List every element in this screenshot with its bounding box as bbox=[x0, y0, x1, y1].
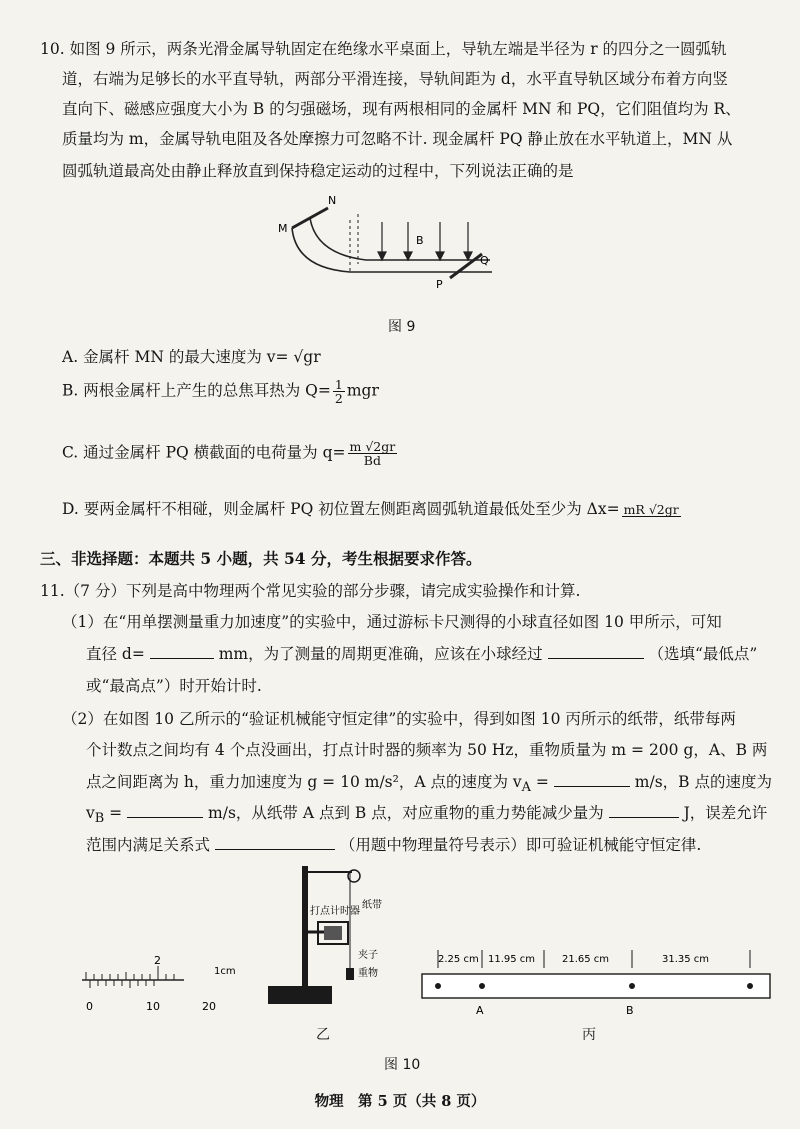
label-clip: 夹子 bbox=[358, 950, 378, 961]
text-vb-prompt: m/s，B 点的速度为 bbox=[634, 773, 772, 791]
q11-header: 11.（7 分）下列是高中物理两个常见实验的部分步骤，请完成实验操作和计算. bbox=[40, 582, 581, 600]
figure-10-apparatus-caption: 乙 bbox=[316, 1027, 330, 1043]
tape-point-b: B bbox=[626, 1004, 634, 1017]
q10-option-c-text: C. 通过金属杆 PQ 横截面的电荷量为 q= bbox=[62, 443, 346, 462]
q11-part2-line-5 bbox=[86, 834, 701, 856]
q10-option-d bbox=[62, 498, 683, 520]
q10-option-b bbox=[62, 378, 379, 405]
q11-part1-line-3: 或“最高点”）时开始计时. bbox=[86, 677, 262, 695]
q11-part1-line-2 bbox=[86, 643, 757, 665]
text-choice-hint: （选填“最低点” bbox=[648, 645, 758, 663]
tape-distance-2: 11.95 cm bbox=[488, 954, 536, 965]
answer-blank-diameter[interactable] bbox=[150, 644, 214, 659]
q10-line-2: 道，右端为足够长的水平直导轨，两部分平滑连接，导轨间距为 d，水平直导轨区域分布着方向竖 bbox=[62, 70, 728, 88]
figure-9-rail-diagram bbox=[270, 190, 500, 295]
subscript-a: A bbox=[521, 780, 531, 796]
q11-part2-line-4 bbox=[86, 802, 767, 830]
caliper-tick-0: 0 bbox=[86, 1000, 93, 1013]
q11-part2-line-3 bbox=[86, 771, 772, 799]
figure-10-caption: 图 10 bbox=[384, 1057, 421, 1073]
q11-part2-line-2: 个计数点之间均有 4 个点没画出，打点计时器的频率为 50 Hz，重物质量为 m = 200 g，A、B 两 bbox=[86, 741, 768, 759]
tape-point-a: A bbox=[476, 1004, 484, 1017]
text-diameter: 直径 d= bbox=[86, 645, 145, 663]
label-B: B bbox=[416, 234, 424, 247]
q10-option-b-fraction bbox=[333, 378, 345, 405]
label-tape: 纸带 bbox=[362, 900, 382, 911]
text-relation-prompt: 范围内满足关系式 bbox=[86, 836, 211, 854]
caliper-unit-label: 1cm bbox=[214, 966, 236, 977]
caliper-tick-20: 20 bbox=[202, 1000, 216, 1013]
section-3-heading: 三、非选择题：本题共 5 小题，共 54 分，考生根据要求作答。 bbox=[40, 549, 482, 568]
figure-10-paper-tape bbox=[418, 940, 776, 1018]
text-va-prompt: 点之间距离为 h，重力加速度为 g = 10 m/s²，A 点的速度为 v bbox=[86, 773, 522, 791]
tape-distance-3: 21.65 cm bbox=[562, 954, 610, 965]
q11-part1-line-1: （1）在“用单摆测量重力加速度”的实验中，通过游标卡尺测得的小球直径如图 10 甲所示，可知 bbox=[62, 613, 722, 631]
fraction-numerator: 1 bbox=[334, 377, 343, 392]
text-potential-energy-prompt: m/s，从纸带 A 点到 B 点，对应重物的重力势能减少量为 bbox=[208, 804, 604, 822]
tape-distance-1: 2.25 cm bbox=[438, 954, 479, 965]
tape-distance-4: 31.35 cm bbox=[662, 954, 710, 965]
q10-option-d-fraction bbox=[622, 503, 681, 517]
label-M: M bbox=[278, 222, 288, 235]
q10-option-c bbox=[62, 440, 399, 467]
text-period-prompt: mm，为了测量的周期更准确，应该在小球经过 bbox=[218, 645, 543, 663]
label-Q: Q bbox=[480, 254, 489, 267]
label-weight: 重物 bbox=[358, 968, 378, 979]
text-vb: v bbox=[86, 804, 95, 822]
answer-blank-timing-point[interactable] bbox=[548, 644, 644, 659]
q10-line-3: 直向下、磁感应强度大小为 B 的匀强磁场，现有两根相同的金属杆 MN 和 PQ，它们阻值均为 R、 bbox=[62, 100, 741, 118]
q10-line-5: 圆弧轨道最高处由静止释放直到保持稳定运动的过程中，下列说法正确的是 bbox=[62, 162, 574, 180]
q10-option-a: A. 金属杆 MN 的最大速度为 v= √gr bbox=[62, 348, 321, 366]
label-timer: 打点计时器 bbox=[310, 906, 360, 917]
q10-option-d-text: D. 要两金属杆不相碰，则金属杆 PQ 初位置左侧距离圆弧轨道最低处至少为 Δx= bbox=[62, 500, 620, 518]
label-N: N bbox=[328, 194, 337, 207]
fraction-numerator: mR √2gr bbox=[623, 502, 679, 517]
text-equals: = bbox=[104, 804, 123, 822]
answer-blank-potential-energy[interactable] bbox=[609, 803, 679, 818]
q10-option-c-fraction bbox=[348, 440, 398, 467]
figure-10-caliper bbox=[74, 950, 274, 1020]
q10-line-4: 质量均为 m，金属导轨电阻及各处摩擦力可忽略不计. 现金属杆 PQ 静止放在水平轨道上，MN 从 bbox=[62, 130, 733, 148]
text-error-prompt: J，误差允许 bbox=[683, 804, 768, 822]
figure-10-tape-caption: 丙 bbox=[582, 1027, 596, 1043]
label-P: P bbox=[436, 278, 443, 291]
figure-9-caption: 图 9 bbox=[388, 319, 416, 335]
q10-option-b-text: B. 两根金属杆上产生的总焦耳热为 Q= bbox=[62, 381, 331, 400]
fraction-denominator: Bd bbox=[363, 453, 381, 468]
fraction-numerator: m √2gr bbox=[349, 439, 396, 454]
answer-blank-vb[interactable] bbox=[127, 803, 203, 818]
fraction-denominator: 2 bbox=[334, 391, 343, 406]
caliper-tick-10: 10 bbox=[146, 1000, 160, 1013]
caliper-main-scale-label: 2 bbox=[154, 954, 161, 967]
subscript-b: B bbox=[94, 811, 105, 827]
text-relation-suffix: （用题中物理量符号表示）即可验证机械能守恒定律. bbox=[339, 836, 702, 854]
q11-part2-line-1: （2）在如图 10 乙所示的“验证机械能守恒定律”的实验中，得到如图 10 丙所示的纸带，纸带每两 bbox=[62, 710, 736, 728]
q10-line-1: 10. 如图 9 所示，两条光滑金属导轨固定在绝缘水平桌面上，导轨左端是半径为 r 的四分之一圆弧轨 bbox=[40, 40, 727, 58]
figure-10-apparatus bbox=[262, 858, 412, 1018]
page-footer: 物理 第 5 页（共 8 页） bbox=[314, 1093, 486, 1110]
answer-blank-relation[interactable] bbox=[215, 835, 335, 850]
text-equals: = bbox=[530, 773, 549, 791]
answer-blank-va[interactable] bbox=[554, 772, 630, 787]
q10-option-b-suffix: mgr bbox=[346, 381, 379, 400]
